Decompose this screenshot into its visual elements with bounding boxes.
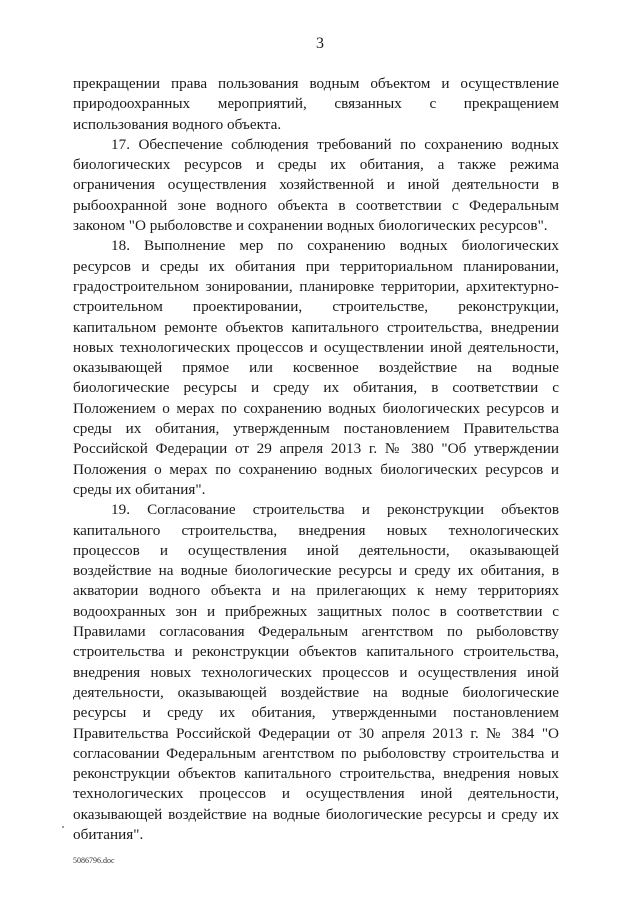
page-number: 3 xyxy=(316,35,324,52)
paragraph-item-18: 18. Выполнение мер по сохранению водных биологических ресурсов и среды их обитания при территориальном планировании, градостроительном зонировании, планировке территории, архитектурно-строительном проектировании, строительстве, реконструкции, капитальном ремонте объектов капитального строительства, внедрении новых технологических процессов и осуществлении иной деятельности, оказывающей прямое или косвенное воздействие на водные биологические ресурсы и среду их обитания, в соответствии с Положением о мерах по сохранению водных биологических ресурсов и среды их обитания, утвержденным постановлением Правительства Российской Федерации от 29 апреля 2013 г. № 380 "Об утверждении Положения о мерах по сохранению водных биологических ресурсов и среды их обитания". xyxy=(73,237,559,498)
paragraph-continuation: прекращении права пользования водным объектом и осуществление природоохранных мероприятий, связанных с прекращением использования водного объекта. xyxy=(73,75,559,133)
paragraph-item-17: 17. Обеспечение соблюдения требований по сохранению водных биологических ресурсов и среды их обитания, а также режима ограничения осуществления хозяйственной и иной деятельности в рыбоохранной зоне водного объекта в соответствии с Федеральным законом "О рыболовстве и сохранении водных биологических ресурсов". xyxy=(73,135,559,235)
document-body xyxy=(73,74,559,845)
footer-file-code: 5086796.doc xyxy=(73,856,115,865)
margin-mark xyxy=(62,826,64,828)
paragraph-item-19: 19. Согласование строительства и реконструкции объектов капитального строительства, внедрения новых технологических процессов и осуществления иной деятельности, оказывающей воздействие на водные биологические ресурсы и среду их обитания, в акватории водного объекта и на прилегающих к нему территориях водоохранных зон и прибрежных защитных полос в соответствии с Правилами согласования Федеральным агентством по рыболовству строительства и реконструкции объектов капитального строительства, внедрения новых технологических процессов и осуществления иной деятельности, оказывающей воздействие на водные биологические ресурсы и среду их обитания, утвержденными постановлением Правительства Российской Федерации от 30 апреля 2013 г. № 384 "О согласовании Федеральным агентством по рыболовству строительства и реконструкции объектов капитального строительства, внедрения новых технологических процессов и осуществления иной деятельности, оказывающей воздействие на водные биологические ресурсы и среду их обитания". xyxy=(73,501,559,843)
